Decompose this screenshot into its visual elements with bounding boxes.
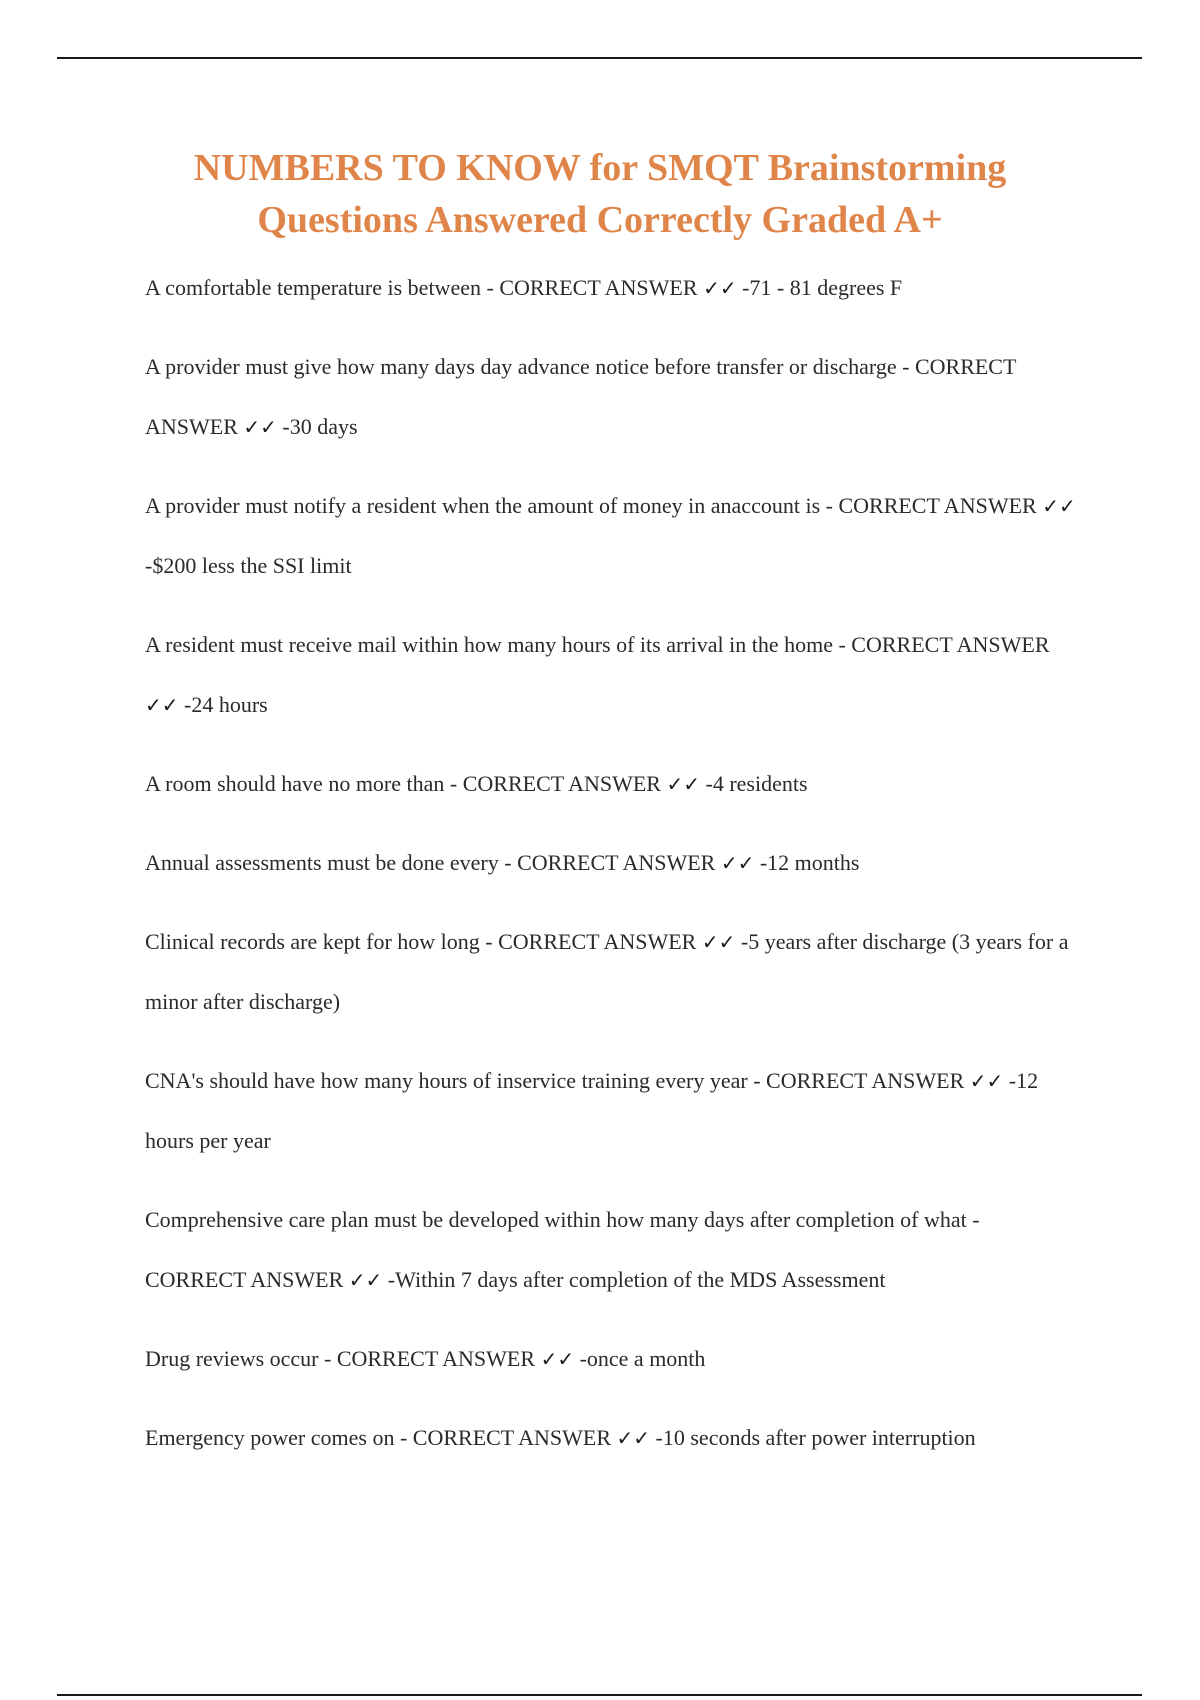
- double-check-icon: ✓✓: [348, 1268, 383, 1292]
- question-text: A room should have no more than -: [145, 771, 458, 796]
- answer-text: -12 months: [759, 850, 860, 875]
- title-line-2: Questions Answered Correctly Graded A+: [257, 199, 943, 241]
- qa-item: [145, 1408, 1085, 1468]
- title-line-1: NUMBERS TO KNOW for SMQT Brainstorming: [193, 147, 1007, 189]
- answer-marker: CORRECT ANSWER: [145, 1267, 344, 1292]
- question-text: Clinical records are kept for how long -: [145, 929, 493, 954]
- qa-item: [145, 615, 1085, 735]
- qa-list: [145, 258, 1085, 1487]
- answer-marker: CORRECT ANSWER: [462, 771, 661, 796]
- double-check-icon: ✓✓: [145, 693, 179, 717]
- question-text: A resident must receive mail within how many hours of its arrival in the home -: [145, 632, 846, 657]
- document-title: [0, 142, 1200, 246]
- question-text: Drug reviews occur -: [145, 1346, 332, 1371]
- answer-text: -5 years after discharge (3 years for a minor after discharge): [145, 929, 1069, 1014]
- qa-item: [145, 912, 1085, 1032]
- qa-item: [145, 1329, 1085, 1389]
- top-rule: [57, 57, 1142, 59]
- double-check-icon: ✓✓: [969, 1069, 1004, 1093]
- qa-item: [145, 754, 1085, 814]
- answer-marker: CORRECT ANSWER: [851, 632, 1050, 657]
- answer-marker: CORRECT ANSWER: [766, 1068, 965, 1093]
- answer-text: -once a month: [579, 1346, 706, 1371]
- question-text: A provider must notify a resident when the amount of money in anaccount is -: [145, 493, 833, 518]
- qa-item: [145, 833, 1085, 893]
- qa-item: [145, 258, 1085, 318]
- qa-item: [145, 337, 1085, 457]
- double-check-icon: ✓✓: [701, 930, 736, 954]
- answer-text: -12 hours per year: [145, 1068, 1039, 1153]
- bottom-rule: [57, 1694, 1142, 1696]
- question-text: Comprehensive care plan must be developed within how many days after completion of what -: [145, 1207, 980, 1232]
- answer-text: -10 seconds after power interruption: [655, 1425, 976, 1450]
- answer-marker: CORRECT ANSWER: [412, 1425, 612, 1450]
- answer-marker: CORRECT ANSWER: [498, 929, 697, 954]
- answer-marker: CORRECT ANSWER: [145, 354, 1017, 439]
- double-check-icon: ✓✓: [616, 1426, 651, 1450]
- qa-item: [145, 1190, 1085, 1310]
- question-text: Emergency power comes on -: [145, 1425, 408, 1450]
- double-check-icon: ✓✓: [666, 772, 700, 796]
- answer-text: -30 days: [282, 414, 358, 439]
- answer-marker: CORRECT ANSWER: [838, 493, 1037, 518]
- question-text: A comfortable temperature is between -: [145, 275, 494, 300]
- question-text: A provider must give how many days day advance notice before transfer or discharge -: [145, 354, 910, 379]
- answer-text: -4 residents: [705, 771, 808, 796]
- double-check-icon: ✓✓: [1042, 494, 1076, 518]
- question-text: CNA's should have how many hours of inservice training every year -: [145, 1068, 761, 1093]
- double-check-icon: ✓✓: [243, 415, 277, 439]
- qa-item: [145, 476, 1085, 596]
- answer-text: -$200 less the SSI limit: [145, 553, 352, 578]
- question-text: Annual assessments must be done every -: [145, 850, 512, 875]
- answer-text: -71 - 81 degrees F: [742, 275, 903, 300]
- answer-marker: CORRECT ANSWER: [336, 1346, 536, 1371]
- answer-marker: CORRECT ANSWER: [517, 850, 716, 875]
- answer-marker: CORRECT ANSWER: [499, 275, 698, 300]
- double-check-icon: ✓✓: [703, 276, 737, 300]
- answer-text: -Within 7 days after completion of the MDS Assessment: [387, 1267, 886, 1292]
- double-check-icon: ✓✓: [720, 851, 755, 875]
- qa-item: [145, 1051, 1085, 1171]
- answer-text: -24 hours: [184, 692, 268, 717]
- double-check-icon: ✓✓: [540, 1347, 575, 1371]
